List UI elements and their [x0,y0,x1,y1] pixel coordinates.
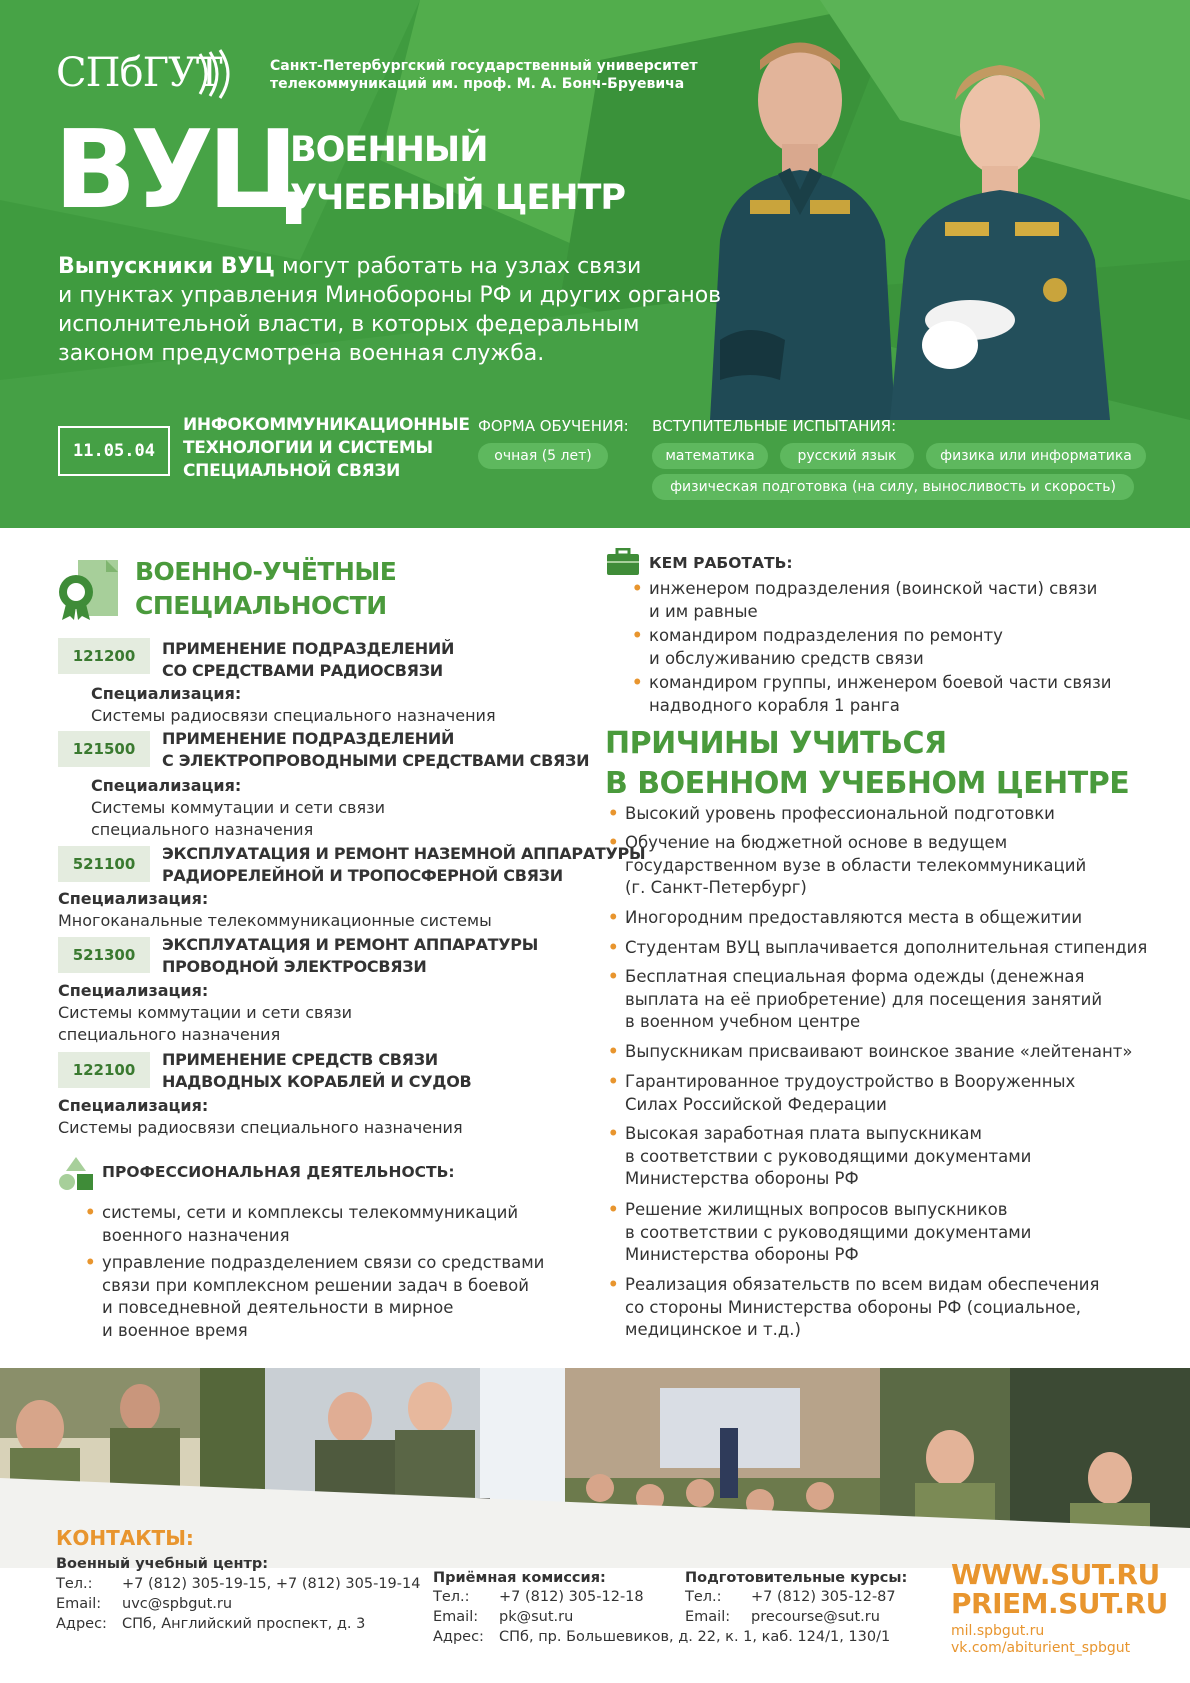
spec-title-4: ЭКСПЛУАТАЦИЯ И РЕМОНТ АППАРАТУРЫ ПРОВОДНОЙ ЭЛЕКТРОСВЯЗИ [162,935,539,976]
vuc-abbreviation: ВУЦ [54,108,302,233]
shapes-icon [58,1155,94,1191]
exam-russian: русский язык [780,443,914,469]
spec-title-3: ЭКСПЛУАТАЦИЯ И РЕМОНТ НАЗЕМНОЙ АППАРАТУРЫ РАДИОРЕЛЕЙНОЙ И ТРОПОСФЕРНОЙ СВЯЗИ [162,844,646,885]
exam-physical: физическая подготовка (на силу, выносливость и скорость) [652,474,1134,500]
reason-item-6: • Выпускникам присваивают воинское звание «лейтенант» [625,1041,1132,1064]
priem-site-link[interactable]: PRIEM.SUT.RU [951,1587,1168,1620]
reason-item-8: • Высокая заработная плата выпускникам в соответствии с руководящими документами Министерства обороны РФ [625,1123,1031,1191]
contacts-heading: КОНТАКТЫ: [56,1526,194,1550]
briefcase-icon [606,548,640,576]
spec-title-1: ПРИМЕНЕНИЕ ПОДРАЗДЕЛЕНИЙ СО СРЕДСТВАМИ РАДИОСВЯЗИ [162,639,455,680]
spec-code-5: 122100 [58,1052,150,1088]
courses-contacts-title: Подготовительные курсы: [685,1570,908,1586]
program-name: ИНФОКОММУНИКАЦИОННЫЕ ТЕХНОЛОГИИ И СИСТЕМЫ СПЕЦИАЛЬНОЙ СВЯЗИ [183,415,470,481]
spec-value-4: Системы коммутации и сети связи специального назначения [58,1003,352,1044]
program-code: 11.05.04 [58,426,170,476]
reason-item-4: • Студентам ВУЦ выплачивается дополнительная стипендия [625,937,1147,960]
activity-item-1: • системы, сети и комплексы телекоммуникаций военного назначения [102,1202,518,1247]
spec-value-2: Системы коммутации и сети связи специального назначения [91,798,385,839]
exams-label: ВСТУПИТЕЛЬНЫЕ ИСПЫТАНИЯ: [652,417,897,435]
activity-heading: ПРОФЕССИОНАЛЬНАЯ ДЕЯТЕЛЬНОСТЬ: [102,1163,455,1181]
header-banner [0,0,1190,528]
spec-code-3: 521100 [58,846,150,882]
spec-label-2: Специализация: [91,776,242,795]
vk-link[interactable]: vk.com/abiturient_spbgut [951,1640,1131,1656]
reason-item-9: • Решение жилищных вопросов выпускников в соответствии с руководящими документами Министерства обороны РФ [625,1199,1031,1267]
reason-item-2: • Обучение на бюджетной основе в ведущем государственном вузе в области телекоммуникаций (г. Санкт-Петербург) [625,832,1086,900]
work-item-1: • инженером подразделения (воинской части) связи и им равные [649,578,1097,623]
spec-label-1: Специализация: [91,684,242,703]
spec-value-3: Многоканальные телекоммуникационные системы [58,911,492,930]
spec-label-3: Специализация: [58,889,209,908]
spec-code-2: 121500 [58,731,150,767]
reason-item-3: • Иногородним предоставляются места в общежитии [625,907,1082,930]
spec-value-5: Системы радиосвязи специального назначения [58,1118,463,1137]
courses-keys: Тел.: Email: [685,1589,731,1625]
work-item-3: • командиром группы, инженером боевой части связи надводного корабля 1 ранга [649,672,1111,717]
intro-text: Выпускники ВУЦ могут работать на узлах связи и пунктах управления Минобороны РФ и других органов исполнительной власти, в которых федеральным законом предусмотрена военная служба. [58,254,722,366]
reason-item-5: • Бесплатная специальная форма одежды (денежная выплата на её приобретение) для посещения занятий в военном учебном центре [625,966,1102,1034]
spec-value-1: Системы радиосвязи специального назначения [91,706,496,725]
reason-item-7: • Гарантированное трудоустройство в Вооруженных Силах Российской Федерации [625,1071,1075,1116]
spec-label-4: Специализация: [58,981,209,1000]
vuc-contacts-title: Военный учебный центр: [56,1556,269,1572]
specialties-heading: ВОЕННО-УЧЁТНЫЕ СПЕЦИАЛЬНОСТИ [135,557,397,620]
logo-waves-icon [196,48,236,100]
vuc-title: ВОЕННЫЙ УЧЕБНЫЙ ЦЕНТР [290,130,626,218]
cadets-photo [690,40,1190,420]
work-heading: КЕМ РАБОТАТЬ: [649,554,793,572]
priem-values: +7 (812) 305-12-18 pk@sut.ru СПб, пр. Большевиков, д. 22, к. 1, каб. 124/1, 130/1 [499,1589,891,1645]
reason-item-1: • Высокий уровень профессиональной подготовки [625,803,1055,826]
mil-site-link[interactable]: mil.spbgut.ru [951,1623,1045,1639]
site-link[interactable]: WWW.SUT.RU [951,1558,1160,1591]
spec-title-5: ПРИМЕНЕНИЕ СРЕДСТВ СВЯЗИ НАДВОДНЫХ КОРАБЛЕЙ И СУДОВ [162,1050,472,1091]
spec-code-4: 521300 [58,937,150,973]
spec-code-1: 121200 [58,638,150,674]
vuc-values: +7 (812) 305-19-15, +7 (812) 305-19-14 uvc@spbgut.ru СПб, Английский проспект, д. 3 [122,1576,421,1632]
exam-math: математика [652,443,768,469]
university-name: Санкт-Петербургский государственный университет телекоммуникаций им. проф. М. А. Бонч-Бруевича [270,58,698,92]
study-form-value: очная (5 лет) [478,443,608,469]
reason-item-10: • Реализация обязательств по всем видам обеспечения со стороны Министерства обороны РФ (социальное, медицинское и т.д.) [625,1274,1099,1342]
vuc-keys: Тел.: Email: Адрес: [56,1576,107,1632]
study-form-label: ФОРМА ОБУЧЕНИЯ: [478,417,629,435]
activity-item-2: • управление подразделением связи со средствами связи при комплексном решении задач в боевой и повседневной деятельности в мирное и военное время [102,1252,544,1342]
spec-label-5: Специализация: [58,1096,209,1115]
courses-values: +7 (812) 305-12-87 precourse@sut.ru [751,1589,896,1625]
university-logo[interactable]: СПбГУТ [56,50,222,96]
exam-physics-or-informatics: физика или информатика [926,443,1146,469]
reasons-heading: ПРИЧИНЫ УЧИТЬСЯ В ВОЕННОМ УЧЕБНОМ ЦЕНТРЕ [605,726,1130,801]
priem-keys: Тел.: Email: Адрес: [433,1589,484,1645]
priem-contacts-title: Приёмная комиссия: [433,1570,606,1586]
spec-title-2: ПРИМЕНЕНИЕ ПОДРАЗДЕЛЕНИЙ С ЭЛЕКТРОПРОВОДНЫМИ СРЕДСТВАМИ СВЯЗИ [162,729,590,770]
certificate-icon [56,558,120,620]
work-item-2: • командиром подразделения по ремонту и обслуживанию средств связи [649,625,1003,670]
